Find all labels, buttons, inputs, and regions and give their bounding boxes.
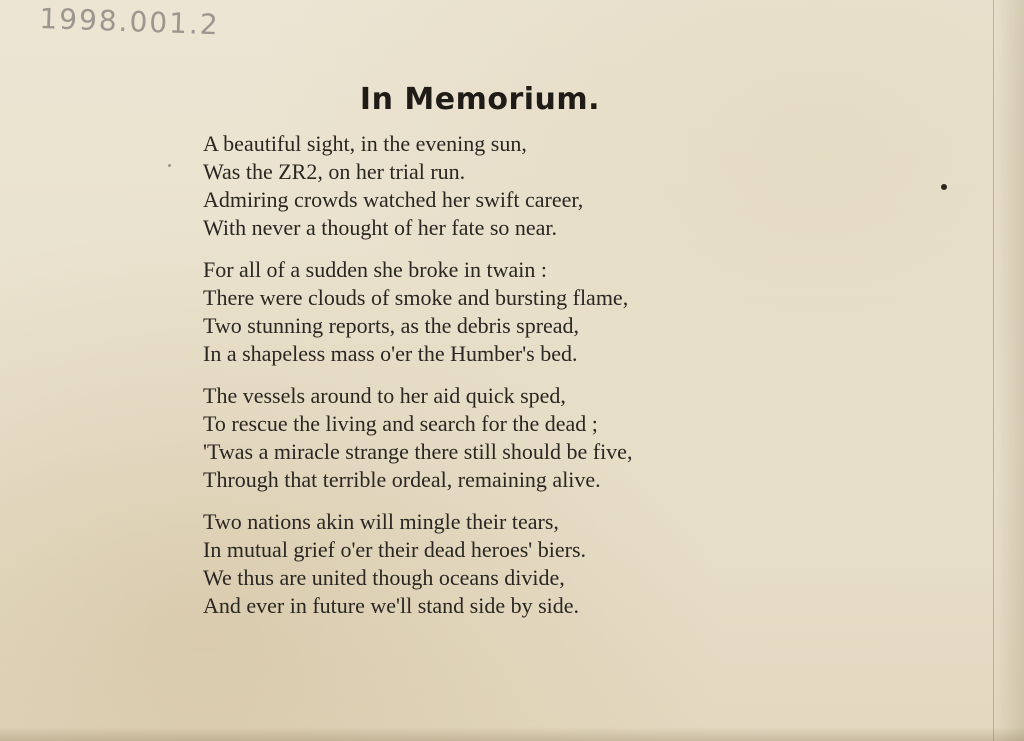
poem-line: Through that terrible ordeal, remaining alive.	[203, 467, 601, 492]
card-edge	[993, 0, 1024, 741]
poem-line: To rescue the living and search for the dead ;	[203, 411, 598, 436]
poem-line: In a shapeless mass o'er the Humber's bed.	[203, 341, 578, 366]
poem-line: Two stunning reports, as the debris spread,	[203, 313, 580, 338]
poem-line: There were clouds of smoke and bursting flame,	[203, 285, 629, 310]
ink-dot	[941, 184, 947, 190]
stanza-4	[203, 508, 903, 620]
poem-title: In Memorium.	[359, 82, 601, 117]
stanza-3	[203, 382, 903, 494]
poem-line: With never a thought of her fate so near.	[203, 215, 558, 240]
poem-line: In mutual grief o'er their dead heroes' biers.	[203, 537, 587, 562]
poem-line: Admiring crowds watched her swift career,	[203, 187, 584, 212]
stanza-2	[203, 256, 903, 368]
poem-line: Two nations akin will mingle their tears,	[203, 509, 559, 534]
poem-line: And ever in future we'll stand side by side.	[203, 593, 580, 618]
poem-line: 'Twas a miracle strange there still should be five,	[203, 439, 633, 464]
accession-number: 1998.001.2	[38, 2, 221, 42]
stanza-1	[203, 130, 903, 242]
card-bottom-edge	[0, 727, 1024, 741]
poem-body	[203, 130, 903, 634]
poem-line: We thus are united though oceans divide,	[203, 565, 565, 590]
poem-line: A beautiful sight, in the evening sun,	[203, 131, 527, 156]
poem-line: The vessels around to her aid quick sped,	[203, 383, 566, 408]
poem-line: Was the ZR2, on her trial run.	[203, 159, 466, 184]
paper-speck	[168, 164, 171, 167]
poem-line: For all of a sudden she broke in twain :	[203, 257, 547, 282]
